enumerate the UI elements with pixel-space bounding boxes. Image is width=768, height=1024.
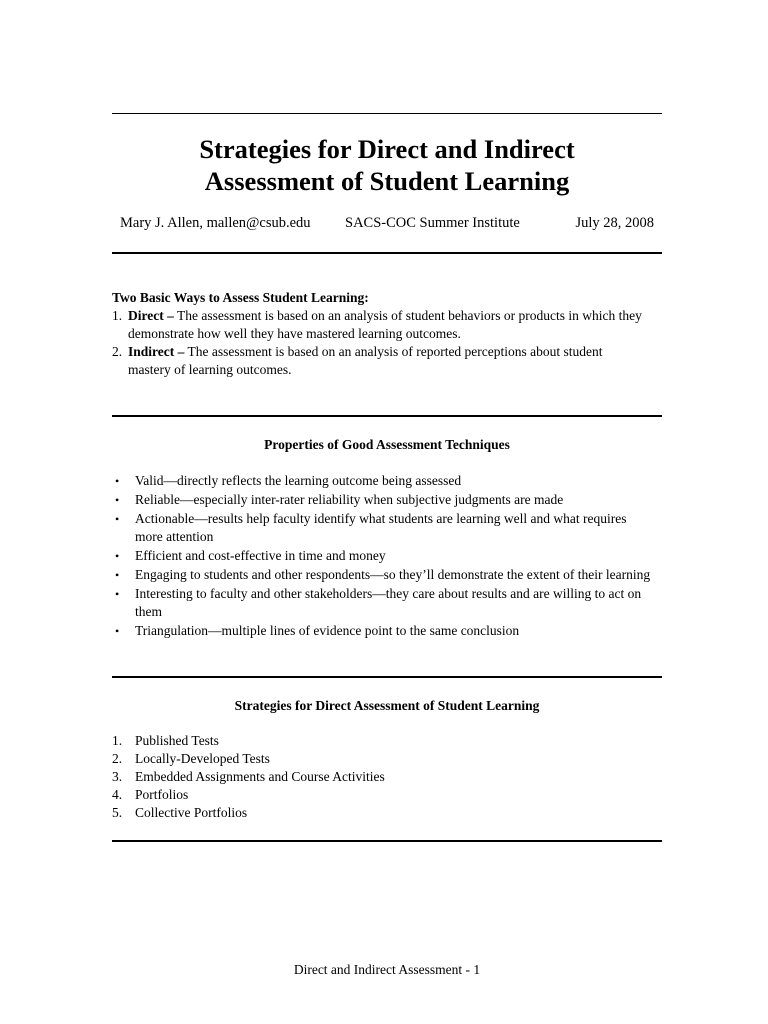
bullet-text: Interesting to faculty and other stakeholders—they care about results and are willing to act on them: [135, 586, 642, 619]
bullet-item: [112, 622, 652, 640]
item-number: 1.: [112, 733, 123, 748]
two-ways-section: [112, 289, 642, 379]
page-footer: Direct and Indirect Assessment - 1: [293, 962, 481, 977]
bullet-icon: •: [115, 493, 120, 507]
list-item: [112, 750, 652, 768]
two-ways-heading: Two Basic Ways to Assess Student Learning:: [112, 290, 369, 305]
header-rule: [112, 252, 662, 254]
title-line-1: Strategies for Direct and Indirect: [199, 134, 575, 164]
item-term: Direct –: [128, 308, 174, 323]
bullet-text: Valid—directly reflects the learning outcome being assessed: [135, 473, 462, 488]
list-item: [112, 307, 642, 343]
list-item: [112, 786, 652, 804]
section-rule: [112, 840, 662, 842]
item-text: Published Tests: [135, 733, 219, 748]
author: Mary J. Allen, mallen@csub.edu: [120, 215, 311, 231]
item-text: Embedded Assignments and Course Activities: [135, 769, 385, 784]
title-line-2: Assessment of Student Learning: [204, 166, 570, 196]
byline: [112, 214, 662, 232]
bullet-item: [112, 491, 652, 509]
item-text: The assessment is based on an analysis of student behaviors or products in which they demonstrate how well they have mastered learning outcomes.: [128, 308, 642, 341]
item-number: 3.: [112, 769, 123, 784]
bullet-item: [112, 566, 652, 584]
list-item: [112, 768, 652, 786]
item-number: 5.: [112, 805, 123, 820]
event-name: SACS-COC Summer Institute: [345, 215, 520, 231]
properties-heading: Properties of Good Assessment Techniques: [264, 437, 510, 452]
item-number: 2.: [112, 751, 123, 766]
bullet-icon: •: [115, 512, 120, 526]
bullet-text: Efficient and cost-effective in time and money: [135, 548, 386, 563]
bullet-icon: •: [115, 549, 120, 563]
bullet-text: Triangulation—multiple lines of evidence point to the same conclusion: [135, 623, 520, 638]
list-item: [112, 343, 642, 379]
item-text: The assessment is based on an analysis of reported perceptions about student mastery of learning outcomes.: [128, 344, 603, 377]
item-text: Portfolios: [135, 787, 189, 802]
bullet-item: [112, 585, 652, 621]
bullet-text: Actionable—results help faculty identify what students are learning well and what requires more attention: [135, 511, 627, 544]
bullet-icon: •: [115, 587, 120, 601]
list-item: [112, 804, 652, 822]
bullet-text: Reliable—especially inter-rater reliability when subjective judgments are made: [135, 492, 564, 507]
date: July 28, 2008: [575, 215, 654, 231]
item-term: Indirect –: [128, 344, 185, 359]
top-rule: [112, 113, 662, 114]
direct-strategies-heading: Strategies for Direct Assessment of Student Learning: [234, 698, 540, 713]
item-number: 1.: [112, 308, 123, 323]
item-text: Collective Portfolios: [135, 805, 248, 820]
bullet-text: Engaging to students and other respondents—so they’ll demonstrate the extent of their learning: [135, 567, 651, 582]
bullet-icon: •: [115, 474, 120, 488]
bullet-icon: •: [115, 568, 120, 582]
document-title: [112, 133, 662, 197]
item-number: 4.: [112, 787, 123, 802]
section-rule: [112, 676, 662, 678]
section-rule: [112, 415, 662, 417]
direct-strategies-list: [112, 732, 652, 822]
bullet-item: [112, 472, 652, 490]
bullet-item: [112, 510, 652, 546]
properties-list: [112, 472, 652, 641]
item-text: Locally-Developed Tests: [135, 751, 270, 766]
bullet-icon: •: [115, 624, 120, 638]
list-item: [112, 732, 652, 750]
item-number: 2.: [112, 344, 123, 359]
bullet-item: [112, 547, 652, 565]
